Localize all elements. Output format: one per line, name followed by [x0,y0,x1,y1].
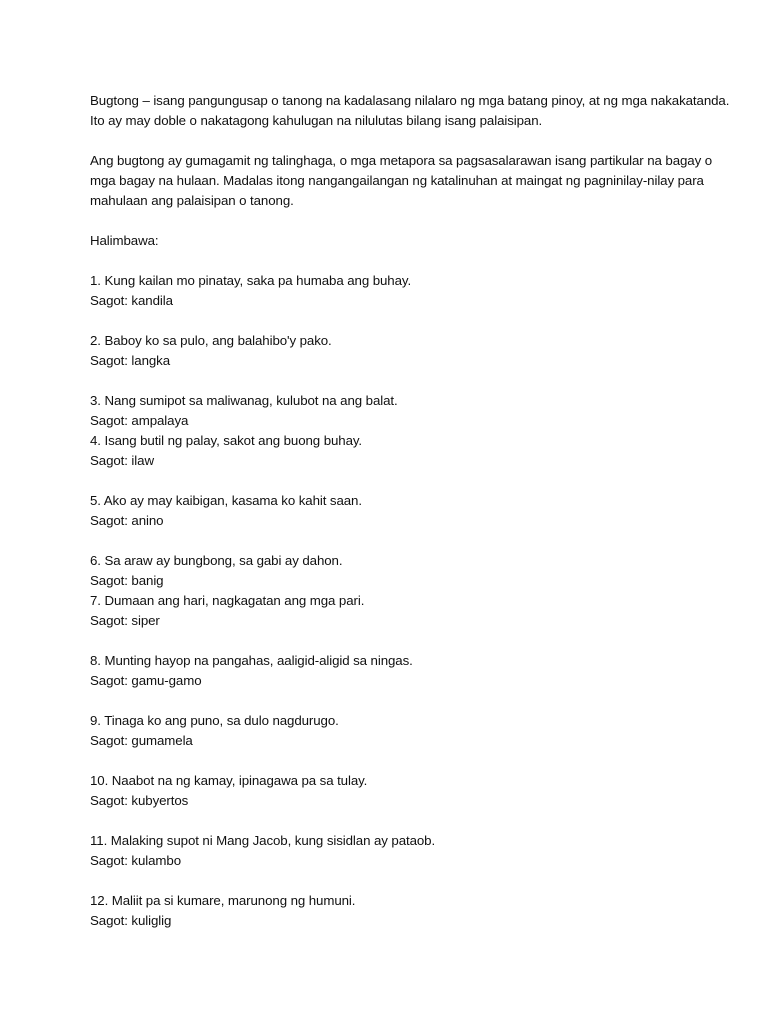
riddle-item [90,891,730,931]
spacer [90,631,730,651]
riddle-item [90,331,730,371]
second-term: Ang bugtong [90,153,165,168]
riddle-answer: Sagot: kulambo [90,853,181,868]
spacer [90,371,730,391]
riddle-answer: Sagot: siper [90,613,160,628]
spacer [90,251,730,271]
riddle-question: 7. Dumaan ang hari, nagkagatan ang mga pari. [90,593,365,608]
riddle-answer: Sagot: ilaw [90,453,154,468]
intro-definition: – isang pangungusap o tanong na kadalasang nilalaro ng mga batang pinoy, at ng mga nakakatanda. Ito ay may doble o nakatagong kahulugan na nilulutas bilang isang palaisipan. [90,93,730,128]
riddle-answer: Sagot: ampalaya [90,413,189,428]
riddle-item [90,491,730,531]
spacer [90,211,730,231]
riddle-question: 2. Baboy ko sa pulo, ang balahibo'y pako. [90,333,332,348]
riddle-answer: Sagot: kandila [90,293,173,308]
second-text: ay gumagamit ng talinghaga, o mga metapora sa pagsasalarawan isang partikular na bagay o mga bagay na hulaan. Madalas itong nangangailangan ng katalinuhan at maingat ng pagninilay-nilay para mahulaan ang palaisipan o tanong. [90,153,713,208]
spacer [90,871,730,891]
spacer [90,311,730,331]
riddle-answer: Sagot: anino [90,513,164,528]
riddle-item [90,551,730,591]
riddle-answer: Sagot: banig [90,573,164,588]
riddle-question: 1. Kung kailan mo pinatay, saka pa humaba ang buhay. [90,273,412,288]
riddle-question: 10. Naabot na ng kamay, ipinagawa pa sa tulay. [90,773,368,788]
riddle-question: 4. Isang butil ng palay, sakot ang buong buhay. [90,433,363,448]
riddle-answer: Sagot: kubyertos [90,793,189,808]
riddle-question: 12. Maliit pa si kumare, marunong ng humuni. [90,893,356,908]
riddle-answer: Sagot: gumamela [90,733,193,748]
riddle-question: 11. Malaking supot ni Mang Jacob, kung sisidlan ay pataob. [90,833,436,848]
spacer [90,811,730,831]
spacer [90,471,730,491]
riddle-answer: Sagot: gamu-gamo [90,673,202,688]
riddle-question: 3. Nang sumipot sa maliwanag, kulubot na ang balat. [90,393,398,408]
riddle-item [90,391,730,431]
riddle-item [90,591,730,631]
riddle-item [90,271,730,311]
riddle-item [90,431,730,471]
riddle-answer: Sagot: kuliglig [90,913,172,928]
intro-paragraph [90,91,730,131]
riddle-item [90,831,730,871]
riddle-item [90,651,730,691]
riddle-question: 9. Tinaga ko ang puno, sa dulo nagdurugo. [90,713,339,728]
riddle-question: 6. Sa araw ay bungbong, sa gabi ay dahon. [90,553,343,568]
spacer [90,691,730,711]
intro-term: Bugtong [90,93,139,108]
riddle-item [90,771,730,811]
spacer [90,751,730,771]
spacer [90,531,730,551]
riddle-question: 8. Munting hayop na pangahas, aaligid-aligid sa ningas. [90,653,413,668]
riddle-item [90,711,730,751]
document-page [90,91,730,931]
examples-heading: Halimbawa: [90,233,159,248]
second-paragraph [90,151,730,211]
spacer [90,131,730,151]
riddle-answer: Sagot: langka [90,353,171,368]
riddle-question: 5. Ako ay may kaibigan, kasama ko kahit saan. [90,493,362,508]
